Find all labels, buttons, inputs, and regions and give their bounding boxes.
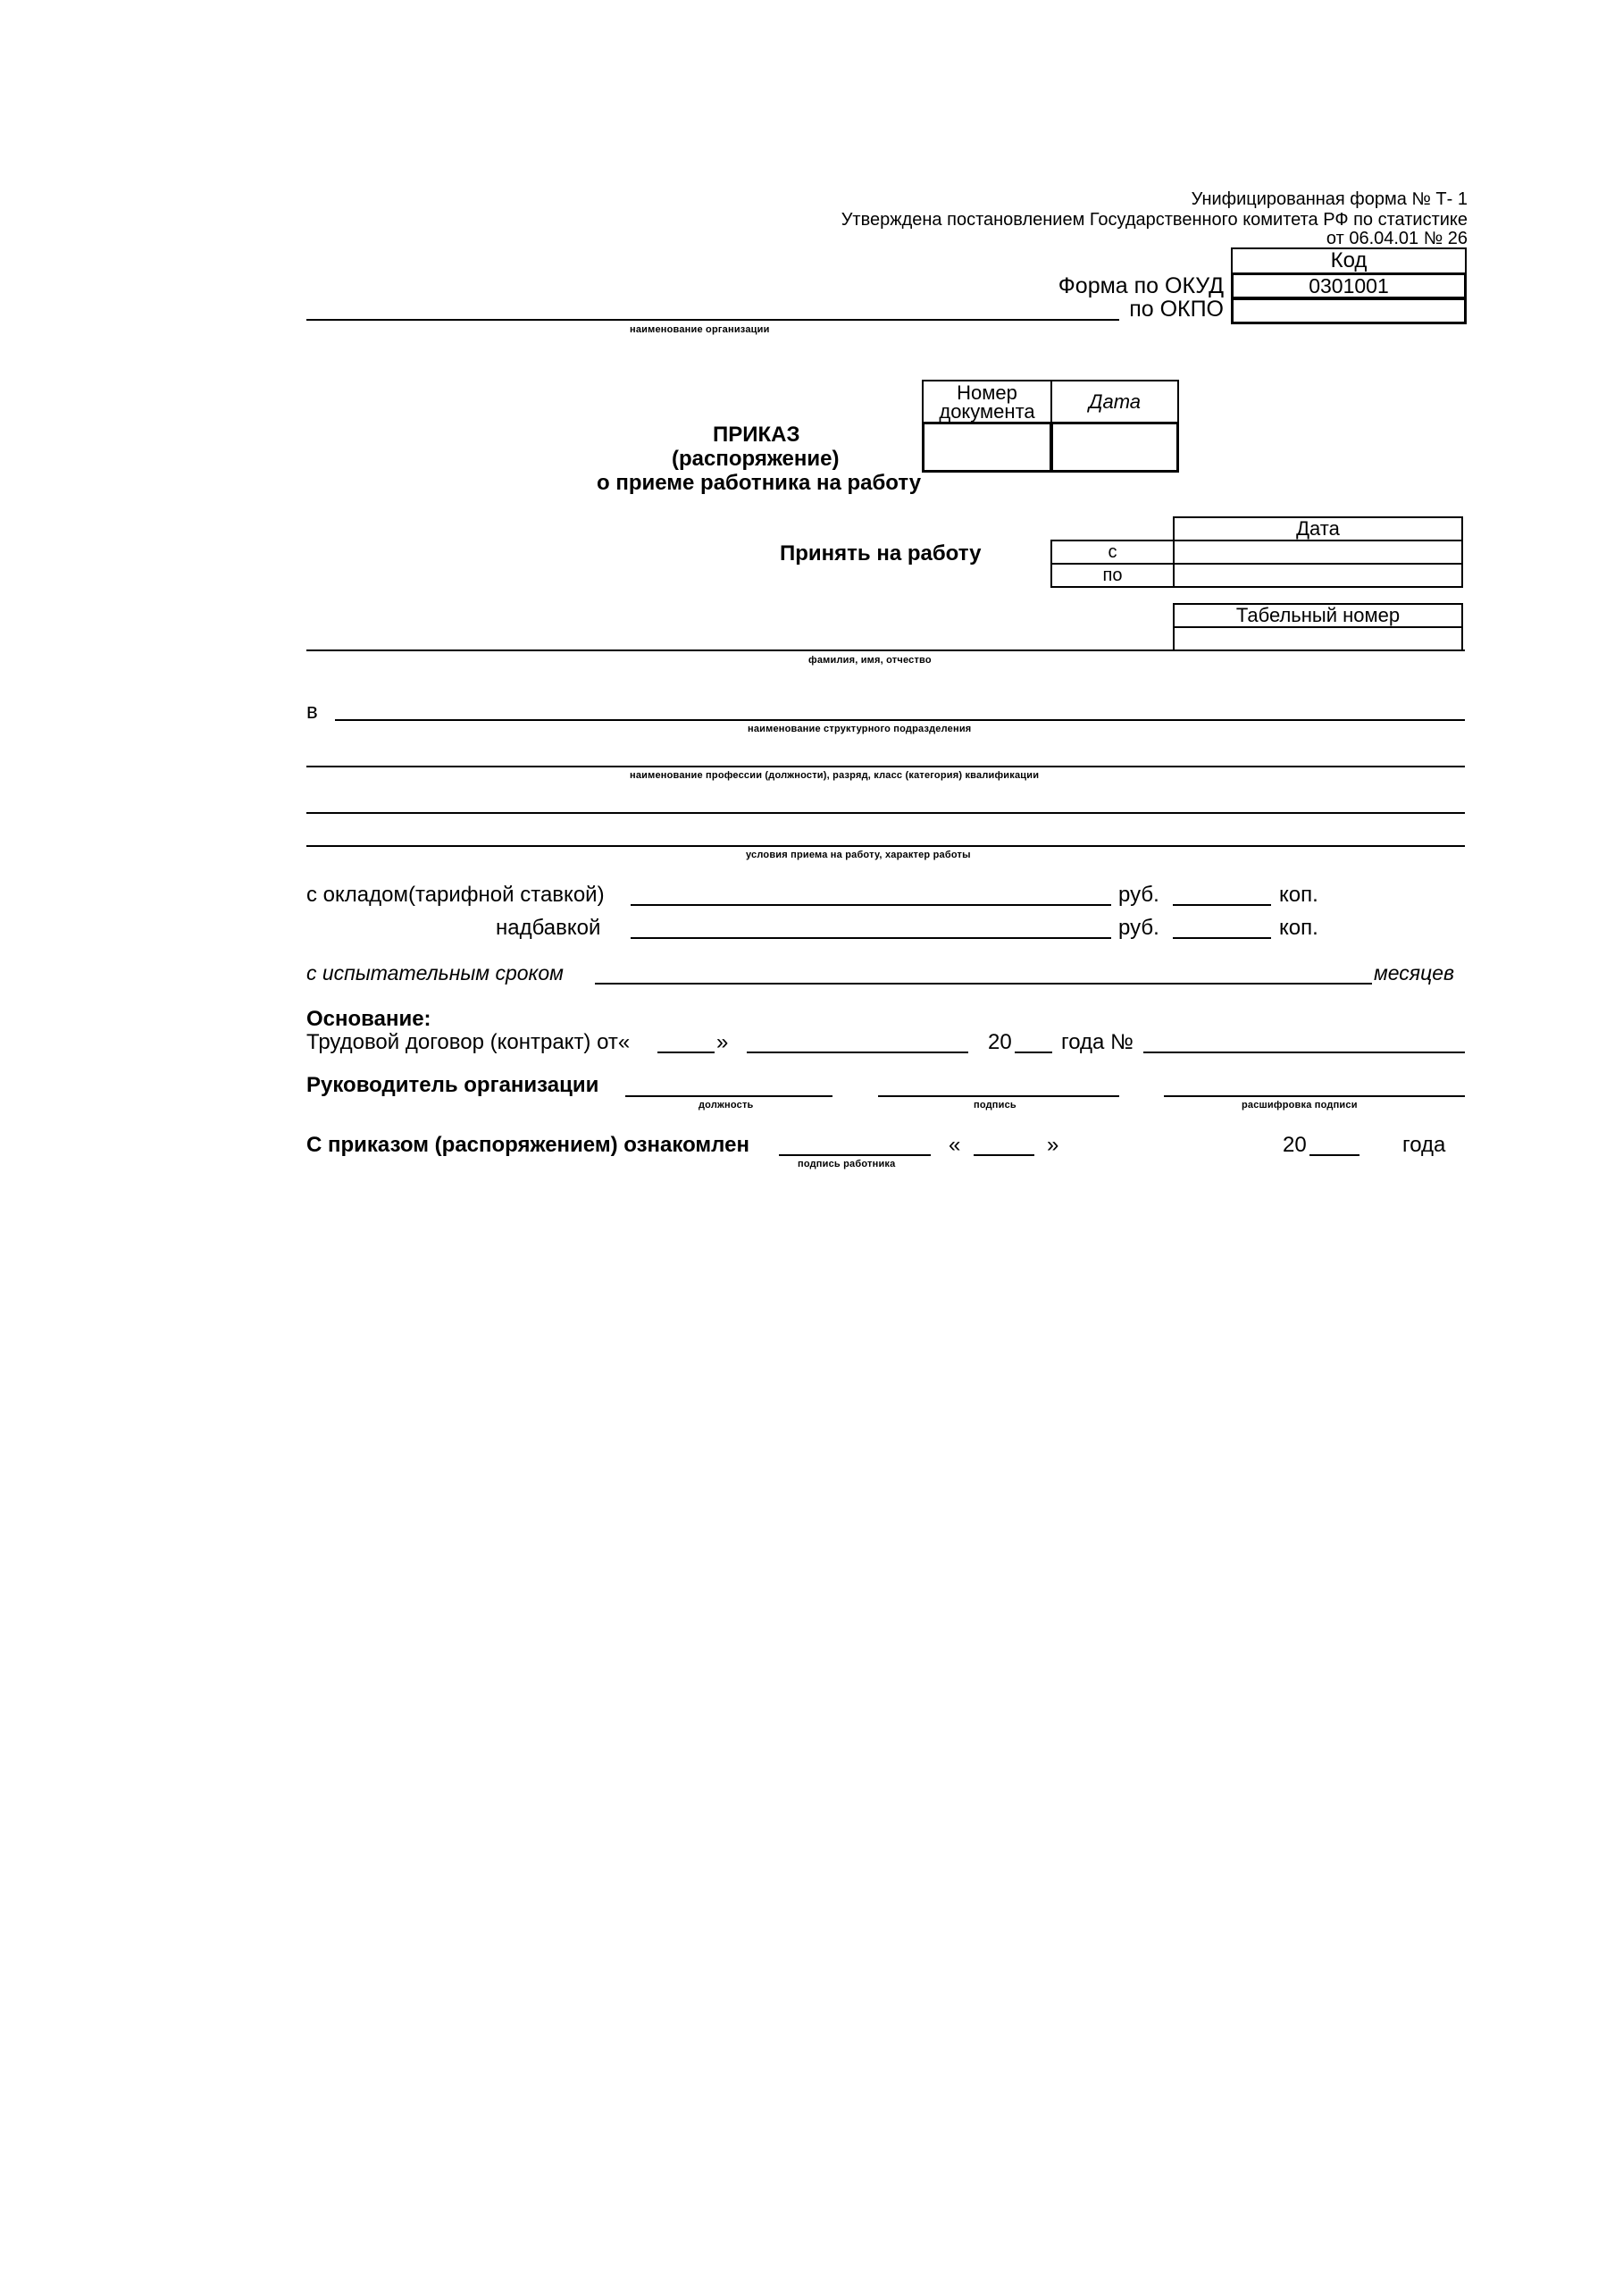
doc-number-header: Номер документа (922, 380, 1052, 424)
salary-rub-line[interactable] (631, 904, 1111, 906)
contract-year-line[interactable] (1015, 1052, 1052, 1053)
department-caption: наименование структурного подразделения (748, 724, 972, 734)
conditions-line-1[interactable] (306, 812, 1465, 814)
profession-caption: наименование профессии (должности), разряд, класс (категория) квалификации (630, 770, 1040, 781)
ack-year-prefix: 20 (1283, 1133, 1307, 1157)
probation-label: с испытательным сроком (306, 961, 564, 985)
hire-to-date-cell[interactable] (1173, 563, 1463, 588)
order-title: ПРИКАЗ (713, 423, 800, 447)
doc-date-header: Дата (1050, 380, 1179, 424)
tab-number-header: Табельный номер (1173, 603, 1463, 628)
head-position-line[interactable] (625, 1095, 832, 1097)
bonus-label: надбавкой (496, 916, 601, 940)
fio-caption: фамилия, имя, отчество (808, 655, 932, 666)
contract-label: Трудовой договор (контракт) от« (306, 1030, 631, 1054)
okud-code-cell: 0301001 (1231, 272, 1467, 299)
hire-to-label: по (1050, 563, 1175, 588)
head-signature-caption: подпись (974, 1100, 1016, 1110)
conditions-line-2[interactable] (306, 845, 1465, 847)
ack-signature-caption: подпись работника (798, 1159, 896, 1169)
bonus-kop-label: коп. (1279, 916, 1318, 940)
salary-kop-line[interactable] (1173, 904, 1271, 906)
kod-header: Код (1231, 247, 1467, 274)
department-line[interactable] (335, 719, 1465, 721)
contract-number-line[interactable] (1143, 1052, 1465, 1053)
order-purpose: о приеме работника на работу (597, 471, 922, 495)
ack-quote-close: » (1047, 1133, 1059, 1157)
head-decode-caption: расшифровка подписи (1242, 1100, 1358, 1110)
profession-line[interactable] (306, 766, 1465, 767)
hire-from-date-cell[interactable] (1173, 540, 1463, 565)
doc-number-cell[interactable] (922, 422, 1052, 473)
org-name-line[interactable] (306, 319, 1119, 321)
contract-quote-close: » (716, 1030, 729, 1054)
ack-year-word: года (1402, 1133, 1446, 1157)
form-header-line1: Унифицированная форма № Т- 1 (1191, 189, 1468, 209)
ack-quote-open: « (949, 1133, 961, 1157)
contract-day-line[interactable] (657, 1052, 715, 1053)
ack-year-line[interactable] (1309, 1154, 1359, 1156)
hire-label: Принять на работу (780, 541, 982, 566)
probation-line[interactable] (595, 983, 1372, 985)
head-label: Руководитель организации (306, 1073, 599, 1097)
bonus-kop-line[interactable] (1173, 937, 1271, 939)
doc-date-cell[interactable] (1050, 422, 1179, 473)
conditions-caption: условия приема на работу, характер работы (746, 850, 971, 860)
okpo-label: по ОКПО (1129, 297, 1224, 322)
contract-year-prefix: 20 (988, 1030, 1012, 1054)
bonus-rub-label: руб. (1118, 916, 1159, 940)
head-decode-line[interactable] (1164, 1095, 1465, 1097)
hire-from-label: с (1050, 540, 1175, 565)
contract-month-line[interactable] (747, 1052, 968, 1053)
form-header-line2: Утверждена постановлением Государственного комитета РФ по статистике (841, 210, 1468, 230)
form-header-line3: от 06.04.01 № 26 (1326, 229, 1468, 248)
basis-label: Основание: (306, 1007, 431, 1031)
v-label: в (306, 700, 318, 724)
salary-kop-label: коп. (1279, 883, 1318, 907)
tab-number-cell[interactable] (1173, 626, 1463, 651)
fio-line[interactable] (306, 649, 1465, 651)
ack-signature-line[interactable] (779, 1154, 931, 1156)
org-name-caption: наименование организации (630, 324, 770, 335)
ack-label: С приказом (распоряжением) ознакомлен (306, 1133, 749, 1157)
okud-label: Форма по ОКУД (1058, 273, 1224, 298)
ack-day-line[interactable] (974, 1154, 1034, 1156)
contract-year-suffix: года № (1061, 1030, 1134, 1054)
bonus-rub-line[interactable] (631, 937, 1111, 939)
salary-rub-label: руб. (1118, 883, 1159, 907)
hire-date-header: Дата (1173, 516, 1463, 541)
head-signature-line[interactable] (878, 1095, 1119, 1097)
okpo-code-cell[interactable] (1231, 297, 1467, 324)
head-position-caption: должность (699, 1100, 754, 1110)
salary-label: с окладом(тарифной ставкой) (306, 883, 605, 907)
order-subtitle: (распоряжение) (672, 447, 840, 471)
probation-unit: месяцев (1374, 961, 1455, 985)
